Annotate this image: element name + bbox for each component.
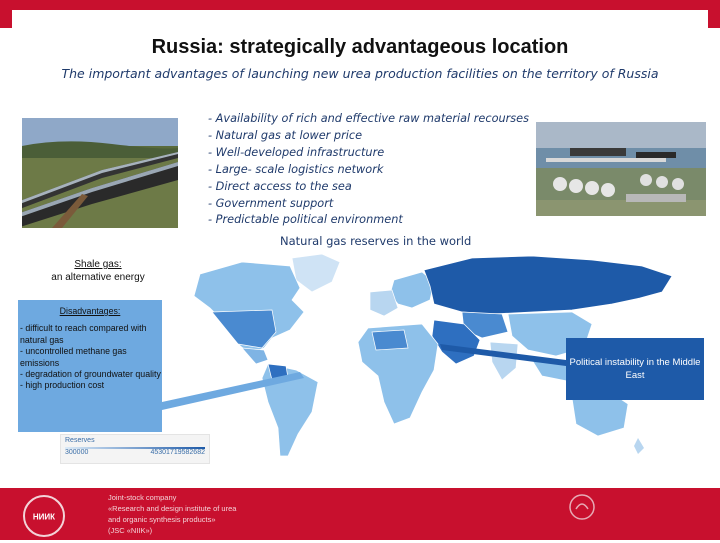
niik-logo xyxy=(22,494,66,538)
footer-line: (JSC «NIIK») xyxy=(108,526,153,535)
decorative-emblem-icon xyxy=(568,493,596,526)
disadvantages-heading: Disadvantages: xyxy=(59,306,121,316)
logo-text: НИИК xyxy=(32,512,56,522)
slide-subtitle: The important advantages of launching new urea production facilities on the territory of Russia xyxy=(61,66,659,81)
legend-label: Reserves xyxy=(65,437,95,444)
advantage-item: - Availability of rich and effective raw material recourses xyxy=(208,112,530,125)
disadvantage-item: - difficult to reach compared with natural gas xyxy=(20,323,147,345)
port-photo xyxy=(536,122,706,216)
advantage-item: - Natural gas at lower price xyxy=(208,128,363,142)
legend-max: 45301719582682 xyxy=(150,449,205,456)
pipeline-photo xyxy=(22,118,178,228)
top-banner-inner xyxy=(12,10,708,28)
map-legend xyxy=(60,434,210,464)
advantage-item: - Government support xyxy=(208,196,334,210)
middle-east-callout xyxy=(566,338,704,400)
advantage-item: - Direct access to the sea xyxy=(208,179,352,193)
advantage-item: - Well-developed infrastructure xyxy=(208,145,385,159)
shale-heading: Shale gas: xyxy=(74,259,122,270)
footer-line: «Research and design institute of urea xyxy=(108,504,237,513)
disadvantage-item: - degradation of groundwater quality xyxy=(20,369,161,380)
callout-text: Political instability in the Middle East xyxy=(569,357,701,381)
disadvantages-box xyxy=(18,300,162,432)
footer-line: Joint-stock company xyxy=(108,493,177,502)
footer-line: and organic synthesis products» xyxy=(108,515,216,524)
footer-company-text xyxy=(108,492,236,536)
advantage-item: - Large- scale logistics network xyxy=(208,162,384,176)
top-banner xyxy=(0,0,720,28)
shale-gas-note xyxy=(18,258,178,284)
advantage-item: - Predictable political environment xyxy=(208,213,403,227)
advantages-list xyxy=(208,111,529,229)
disadvantage-item: - uncontrolled methane gas emissions xyxy=(20,346,127,368)
disadvantage-item: - high production cost xyxy=(20,380,105,391)
shale-subheading: an alternative energy xyxy=(51,272,145,283)
slide-title: Russia: strategically advantageous location xyxy=(151,36,569,58)
legend-min: 300000 xyxy=(65,449,89,456)
map-title: Natural gas reserves in the world xyxy=(280,234,472,248)
